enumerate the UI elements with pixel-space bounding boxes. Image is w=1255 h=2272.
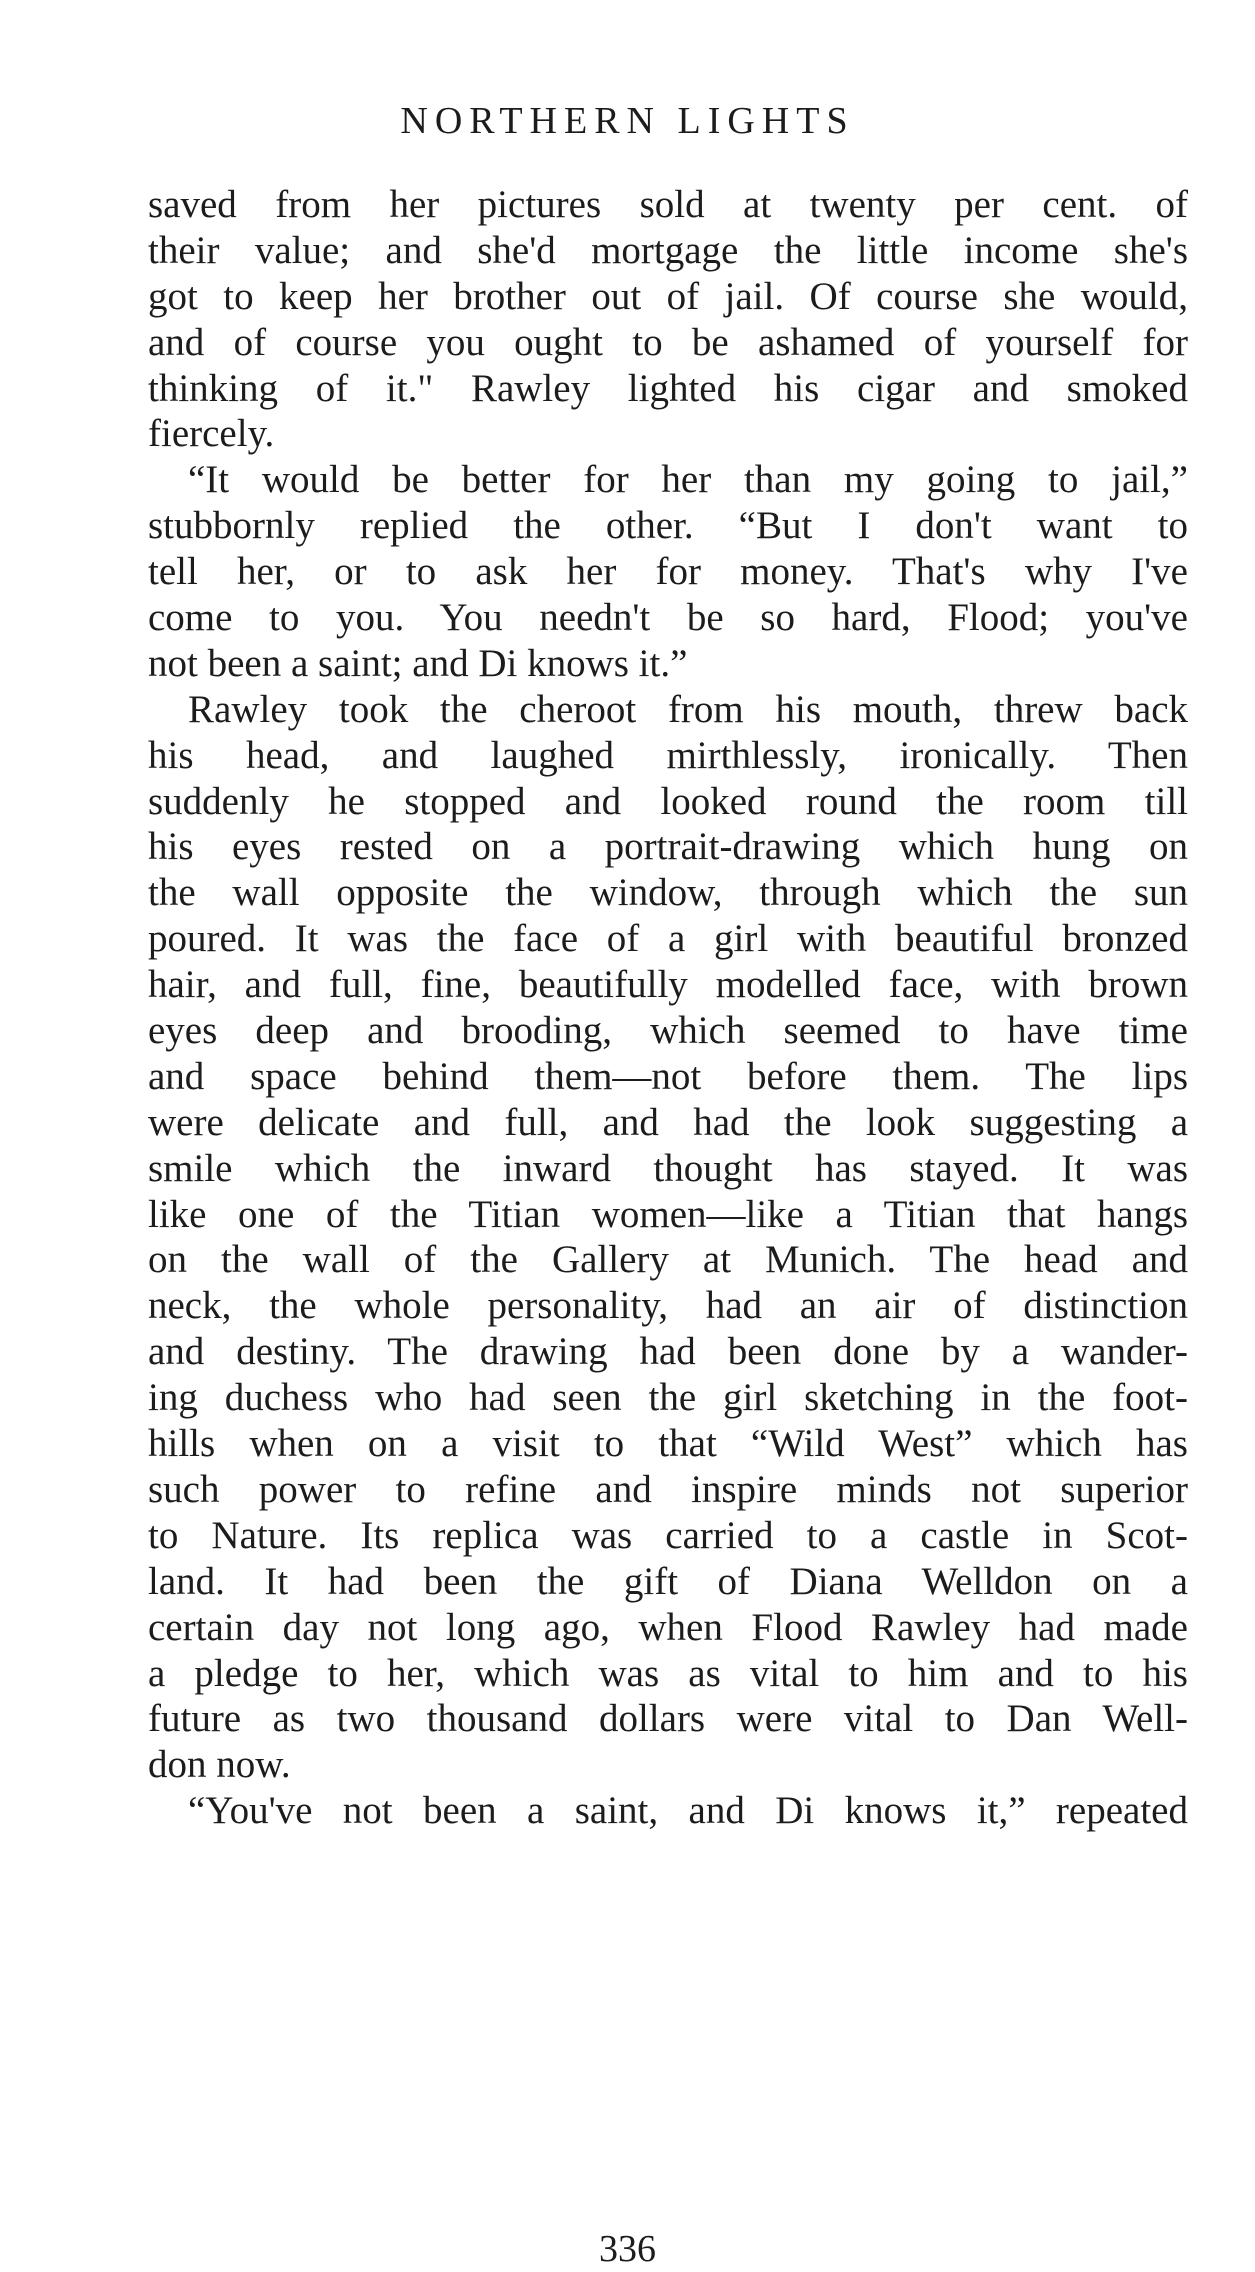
text-line: on the wall of the Gallery at Munich. The head and: [148, 1238, 1188, 1282]
text-line: saved from her pictures sold at twenty per cent. of: [148, 183, 1188, 226]
text-line: were delicate and full, and had the look suggesting a: [148, 1100, 1188, 1144]
text-line: to Nature. Its replica was carried to a castle in Scot-: [148, 1513, 1188, 1557]
text-line: ing duchess who had seen the girl sketching in the foot-: [148, 1376, 1188, 1420]
text-line: like one of the Titian women—like a Titian that hangs: [148, 1192, 1188, 1236]
text-line: don now.: [148, 1743, 291, 1787]
text-line: and of course you ought to be ashamed of yourself for: [148, 320, 1188, 364]
text-line: such power to refine and inspire minds not superior: [148, 1467, 1188, 1511]
text-line: a pledge to her, which was as vital to him and to his: [148, 1651, 1188, 1695]
text-line: not been a saint; and Di knows it.”: [148, 641, 688, 685]
text-line: poured. It was the face of a girl with beautiful bronzed: [148, 917, 1188, 961]
text-line: hair, and full, fine, beautifully modelled face, with brown: [148, 963, 1188, 1007]
body-text: [148, 182, 1188, 1834]
text-line: hills when on a visit to that “Wild West” which has: [148, 1422, 1188, 1466]
text-line: the wall opposite the window, through which the sun: [148, 871, 1188, 915]
text-line: his eyes rested on a portrait-drawing which hung on: [148, 825, 1188, 869]
text-line: suddenly he stopped and looked round the room till: [148, 779, 1188, 823]
page-number: 336: [599, 2228, 656, 2270]
text-line: stubbornly replied the other. “But I don't want to: [148, 504, 1188, 548]
text-line: come to you. You needn't be so hard, Flood; you've: [148, 596, 1188, 640]
text-line: his head, and laughed mirthlessly, ironically. Then: [148, 733, 1188, 777]
text-line: “You've not been a saint, and Di knows it,” repeated: [188, 1789, 1188, 1833]
text-line: future as two thousand dollars were vital to Dan Well-: [148, 1697, 1188, 1741]
text-line: their value; and she'd mortgage the little income she's: [148, 228, 1188, 272]
text-line: got to keep her brother out of jail. Of course she would,: [148, 274, 1188, 318]
text-line: certain day not long ago, when Flood Rawley had made: [148, 1605, 1188, 1649]
text-line: fiercely.: [148, 412, 275, 456]
text-line: smile which the inward thought has stayed. It was: [148, 1146, 1188, 1190]
text-line: and space behind them—not before them. The lips: [148, 1054, 1188, 1098]
text-line: land. It had been the gift of Diana Welldon on a: [148, 1559, 1188, 1603]
text-line: eyes deep and brooding, which seemed to have time: [148, 1009, 1188, 1053]
running-head: NORTHERN LIGHTS: [400, 100, 855, 142]
text-line: neck, the whole personality, had an air of distinction: [148, 1284, 1188, 1328]
text-line: and destiny. The drawing had been done by a wander-: [148, 1330, 1188, 1374]
text-line: “It would be better for her than my going to jail,”: [188, 458, 1188, 502]
text-line: thinking of it." Rawley lighted his cigar and smoked: [148, 366, 1188, 410]
text-line: Rawley took the cheroot from his mouth, threw back: [188, 687, 1188, 731]
text-line: tell her, or to ask her for money. That's why I've: [148, 550, 1188, 594]
